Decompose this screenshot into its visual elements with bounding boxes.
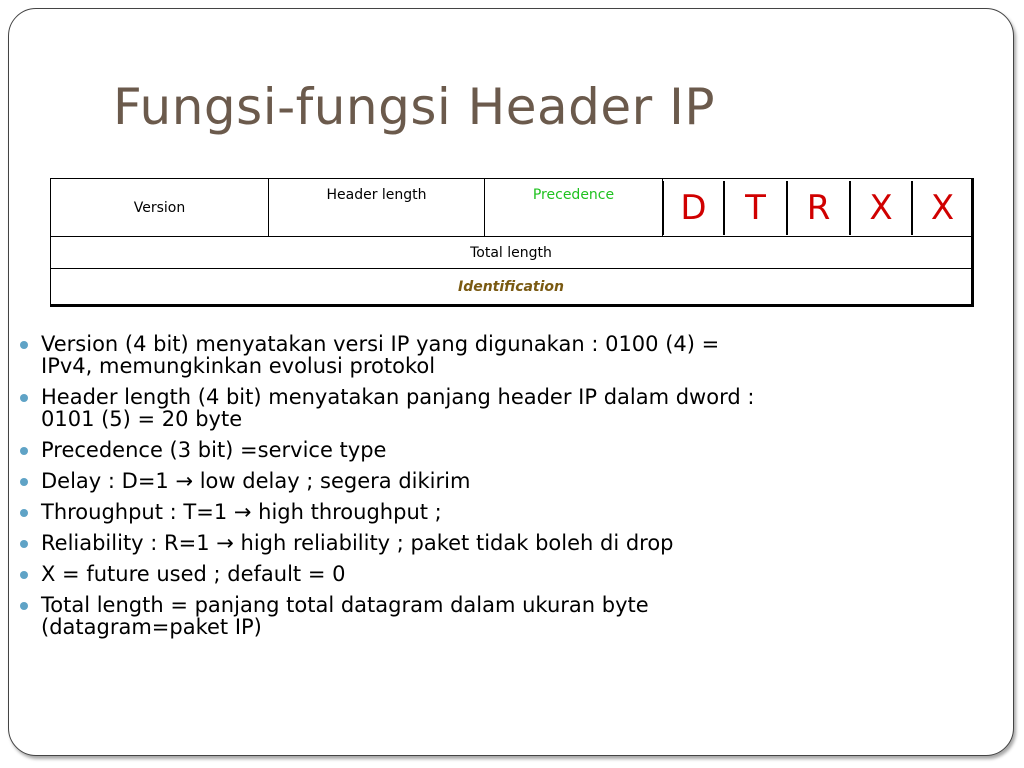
bullet-icon <box>20 571 28 579</box>
bullet-icon <box>20 447 28 455</box>
bullet-line-1: Reliability : R=1 → high reliability ; paket tidak boleh di drop <box>41 531 674 555</box>
bullet-line-1: Total length = panjang total datagram dalam ukuran byte <box>41 593 649 617</box>
slide-title: Fungsi-fungsi Header IP <box>113 78 716 136</box>
list-item <box>18 333 918 377</box>
bullet-icon <box>20 478 28 486</box>
bullet-line-2: 0101 (5) = 20 byte <box>41 407 243 431</box>
flag-x1: X <box>850 181 912 235</box>
total-length-label: Total length <box>470 244 552 261</box>
flag-d: D <box>663 181 724 235</box>
bullet-line-2: (datagram=paket IP) <box>41 615 262 639</box>
bullet-line-1: Throughput : T=1 → high throughput ; <box>41 500 442 524</box>
bullet-line-1: Delay : D=1 → low delay ; segera dikirim <box>41 469 471 493</box>
list-item <box>18 386 918 430</box>
flag-t: T <box>724 181 787 235</box>
cell-precedence: Precedence <box>485 179 663 236</box>
list-item <box>18 470 918 492</box>
table-row-total-length <box>51 237 971 269</box>
identification-label: Identification <box>457 279 565 295</box>
bullet-line-1: Precedence (3 bit) =service type <box>41 438 387 462</box>
flag-r: R <box>787 181 850 235</box>
bullet-line-1: Header length (4 bit) menyatakan panjang header IP dalam dword : <box>41 385 755 409</box>
table-row-identification <box>51 269 971 305</box>
cell-version-label: Version <box>133 199 186 216</box>
bullet-icon <box>20 341 28 349</box>
bullet-line-2: IPv4, memungkinkan evolusi protokol <box>41 354 436 378</box>
list-item <box>18 501 918 523</box>
bullet-line-1: Version (4 bit) menyatakan versi IP yang digunakan : 0100 (4) = <box>41 332 720 356</box>
cell-header-length: Header length <box>269 179 485 236</box>
bullet-list <box>18 333 918 647</box>
bullet-icon <box>20 509 28 517</box>
bullet-line-1: X = future used ; default = 0 <box>41 562 346 586</box>
list-item <box>18 532 918 554</box>
list-item <box>18 439 918 461</box>
bullet-icon <box>20 602 28 610</box>
list-item <box>18 594 918 638</box>
table-row-1 <box>51 179 971 237</box>
list-item <box>18 563 918 585</box>
bullet-icon <box>20 394 28 402</box>
flag-x2: X <box>912 181 972 235</box>
ip-header-table <box>50 178 974 307</box>
cell-version <box>51 179 269 236</box>
bullet-icon <box>20 540 28 548</box>
